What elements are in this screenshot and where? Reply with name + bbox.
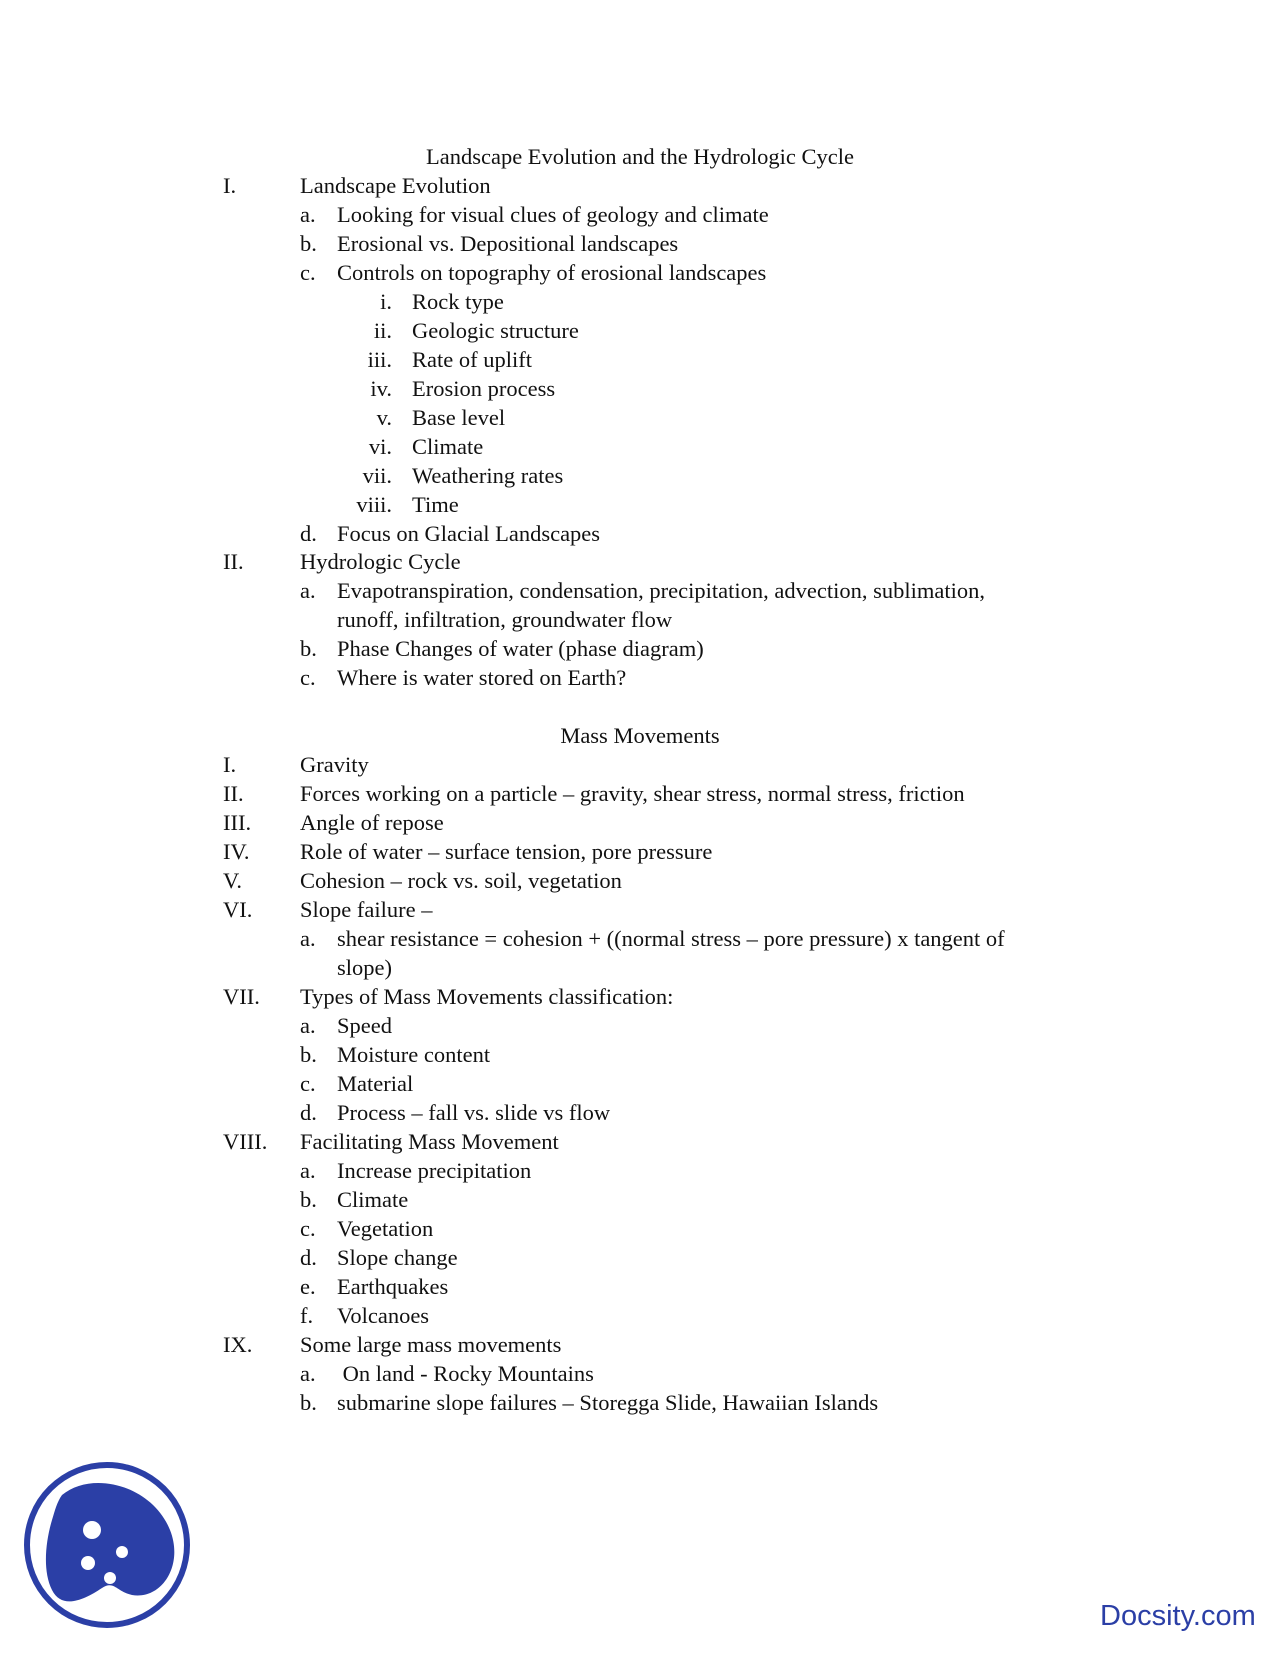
outline-text: Landscape Evolution: [300, 173, 491, 198]
outline-marker: e.: [300, 1274, 316, 1299]
docsity-logo-icon: [22, 1460, 192, 1630]
outline-subitem: [0, 1012, 1280, 1041]
outline-text: On land - Rocky Mountains: [337, 1361, 594, 1386]
outline-subitem: [0, 635, 1280, 664]
outline-subitem: [0, 230, 1280, 259]
outline-marker: II.: [223, 781, 244, 806]
outline-marker: d.: [300, 521, 317, 546]
outline-subsubitem: [0, 462, 1280, 491]
outline-item: [0, 983, 1280, 1012]
section-title-landscape-evolution: Landscape Evolution and the Hydrologic Cycle: [425, 144, 854, 169]
outline-text: Erosion process: [412, 376, 556, 401]
outline-text: Speed: [337, 1013, 392, 1038]
outline-text: Moisture content: [337, 1042, 491, 1067]
outline-marker: vi.: [368, 434, 392, 459]
outline-item: [0, 896, 1280, 925]
outline-subitem: [0, 1215, 1280, 1244]
outline-subitem: [0, 1244, 1280, 1273]
outline-text: Types of Mass Movements classification:: [300, 984, 674, 1009]
outline-marker: ii.: [373, 318, 392, 343]
outline-text: Material: [337, 1071, 414, 1096]
outline-marker: VI.: [223, 897, 253, 922]
outline-text: submarine slope failures – Storegga Slide, Hawaiian Islands: [337, 1390, 879, 1415]
outline-subitem: [0, 1273, 1280, 1302]
outline-subsubitem: [0, 288, 1280, 317]
outline-marker: b.: [300, 1187, 317, 1212]
outline-text: Focus on Glacial Landscapes: [337, 521, 601, 546]
outline-text: Some large mass movements: [300, 1332, 562, 1357]
outline-text: Where is water stored on Earth?: [337, 665, 627, 690]
outline-text: Controls on topography of erosional landscapes: [337, 260, 767, 285]
outline-text: Hydrologic Cycle: [300, 549, 461, 574]
outline-marker: b.: [300, 231, 317, 256]
outline-marker: c.: [300, 260, 316, 285]
outline-marker: V.: [223, 868, 242, 893]
outline-marker: a.: [300, 578, 316, 603]
outline-item: [0, 780, 1280, 809]
outline-text: Gravity: [300, 752, 369, 777]
outline-subitem: [0, 1099, 1280, 1128]
outline-marker: d.: [300, 1100, 317, 1125]
outline-text: Base level: [412, 405, 506, 430]
outline-subsubitem: [0, 433, 1280, 462]
outline-subitem: [0, 520, 1280, 549]
outline-text-continuation: runoff, infiltration, groundwater flow: [337, 607, 673, 632]
outline-text: Increase precipitation: [337, 1158, 532, 1183]
outline-marker: a.: [300, 1158, 316, 1183]
outline-text: Cohesion – rock vs. soil, vegetation: [300, 868, 622, 893]
outline-marker: II.: [223, 549, 244, 574]
outline-text: Geologic structure: [412, 318, 579, 343]
outline-marker: a.: [300, 1013, 316, 1038]
outline-subitem: [0, 1302, 1280, 1331]
outline-subitem: [0, 1360, 1280, 1389]
outline-marker: b.: [300, 636, 317, 661]
outline-text: Facilitating Mass Movement: [300, 1129, 559, 1154]
outline-text: Weathering rates: [412, 463, 564, 488]
outline-text: shear resistance = cohesion + ((normal stress – pore pressure) x tangent of: [337, 926, 1005, 951]
outline-text: Angle of repose: [300, 810, 444, 835]
outline-text: Rock type: [412, 289, 504, 314]
outline-text: Looking for visual clues of geology and climate: [337, 202, 769, 227]
outline-text: Climate: [412, 434, 484, 459]
outline-marker: vii.: [362, 463, 392, 488]
outline-text: Forces working on a particle – gravity, shear stress, normal stress, friction: [300, 781, 965, 806]
outline-subitem: [0, 664, 1280, 693]
outline-marker: c.: [300, 1071, 316, 1096]
outline-item: [0, 548, 1280, 577]
outline-marker: I.: [223, 752, 237, 777]
outline-text: Evapotranspiration, condensation, precipitation, advection, sublimation,: [337, 578, 985, 603]
outline-text: Phase Changes of water (phase diagram): [337, 636, 704, 661]
outline-text: Rate of uplift: [412, 347, 532, 372]
outline-marker: a.: [300, 202, 316, 227]
outline-subitem: [0, 1070, 1280, 1099]
outline-marker: i.: [380, 289, 392, 314]
outline-marker: VIII.: [223, 1129, 268, 1154]
outline-item: [0, 751, 1280, 780]
outline-item: [0, 1128, 1280, 1157]
outline-marker: v.: [376, 405, 392, 430]
outline-item: [0, 809, 1280, 838]
outline-marker: IV.: [223, 839, 250, 864]
outline-marker: I.: [223, 173, 237, 198]
outline-subitem: [0, 1041, 1280, 1070]
outline-text: Slope failure –: [300, 897, 433, 922]
outline-subitem: [0, 577, 1280, 606]
outline-subsubitem: [0, 404, 1280, 433]
outline-subitem: [0, 1389, 1280, 1418]
outline-subsubitem: [0, 317, 1280, 346]
outline-marker: a.: [300, 1361, 316, 1386]
outline-item: [0, 838, 1280, 867]
outline-text: Time: [412, 492, 459, 517]
outline-text: Slope change: [337, 1245, 458, 1270]
outline-marker: IX.: [223, 1332, 253, 1357]
outline-subitem: [0, 925, 1280, 954]
outline-marker: b.: [300, 1042, 317, 1067]
outline-item: [0, 172, 1280, 201]
outline-text: Earthquakes: [337, 1274, 449, 1299]
outline-marker: a.: [300, 926, 316, 951]
outline-subsubitem: [0, 346, 1280, 375]
outline-text: Process – fall vs. slide vs flow: [337, 1100, 611, 1125]
outline-text-continuation: slope): [337, 955, 392, 980]
section-title-mass-movements: Mass Movements: [560, 723, 720, 748]
outline-subitem: [0, 1157, 1280, 1186]
outline-marker: f.: [300, 1303, 314, 1328]
outline-subsubitem: [0, 375, 1280, 404]
docsity-watermark-text: Docsity.com: [1100, 1600, 1256, 1632]
outline-marker: iii.: [367, 347, 392, 372]
outline-text: Vegetation: [337, 1216, 434, 1241]
outline-text: Volcanoes: [337, 1303, 430, 1328]
outline-marker: c.: [300, 665, 316, 690]
outline-marker: VII.: [223, 984, 260, 1009]
outline-marker: c.: [300, 1216, 316, 1241]
outline-text: Erosional vs. Depositional landscapes: [337, 231, 679, 256]
outline-text: Climate: [337, 1187, 409, 1212]
outline-marker: b.: [300, 1390, 317, 1415]
outline-item: [0, 1331, 1280, 1360]
outline-subitem: [0, 259, 1280, 288]
outline-item: [0, 867, 1280, 896]
outline-subitem: [0, 201, 1280, 230]
outline-marker: iv.: [370, 376, 392, 401]
outline-subsubitem: [0, 491, 1280, 520]
outline-marker: III.: [223, 810, 252, 835]
outline-marker: viii.: [356, 492, 392, 517]
outline-text: Role of water – surface tension, pore pressure: [300, 839, 713, 864]
outline-marker: d.: [300, 1245, 317, 1270]
outline-subitem: [0, 1186, 1280, 1215]
